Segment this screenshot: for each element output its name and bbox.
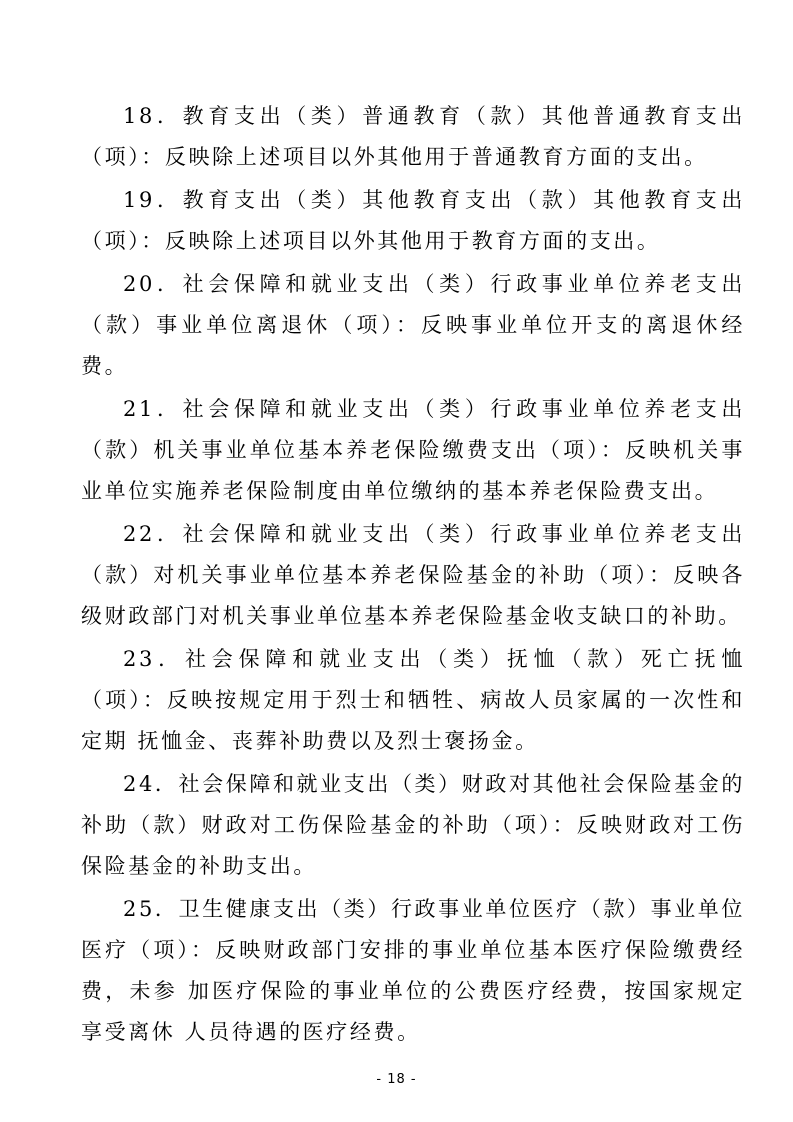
paragraph-item-23: 23．社会保障和就业支出（类）抚恤（款）死亡抚恤（项）：反映按规定用于烈士和牺牲、病故人员家属的一次性和定期 抚恤金、丧葬补助费以及烈士褒扬金。 (81, 647, 745, 753)
paragraph-item-25: 25．卫生健康支出（类）行政事业单位医疗（款）事业单位医疗（项）：反映财政部门安排的事业单位基本医疗保险缴费经费，未参 加医疗保险的事业单位的公费医疗经费，按国家规定享受离休 人员待遇的医疗经费。 (81, 897, 745, 1044)
page-number: - 18 - (376, 1072, 417, 1087)
paragraph-item-19: 19．教育支出（类）其他教育支出（款）其他教育支出（项）：反映除上述项目以外其他用于教育方面的支出。 (81, 188, 745, 253)
paragraph-item-18: 18．教育支出（类）普通教育（款）其他普通教育支出（项）：反映除上述项目以外其他用于普通教育方面的支出。 (81, 104, 745, 169)
paragraph-item-24: 24．社会保障和就业支出（类）财政对其他社会保险基金的补助（款）财政对工伤保险基金的补助（项）：反映财政对工伤保险基金的补助支出。 (81, 772, 745, 878)
paragraph-item-20: 20．社会保障和就业支出（类）行政事业单位养老支出（款）事业单位离退休（项）：反映事业单位开支的离退休经费。 (81, 272, 745, 378)
paragraph-item-22: 22．社会保障和就业支出（类）行政事业单位养老支出（款）对机关事业单位基本养老保险基金的补助（项）：反映各级财政部门对机关事业单位基本养老保险基金收支缺口的补助。 (81, 522, 745, 628)
document-body (81, 96, 745, 1055)
paragraph-item-21: 21．社会保障和就业支出（类）行政事业单位养老支出（款）机关事业单位基本养老保险缴费支出（项）：反映机关事业单位实施养老保险制度由单位缴纳的基本养老保险费支出。 (81, 397, 745, 503)
